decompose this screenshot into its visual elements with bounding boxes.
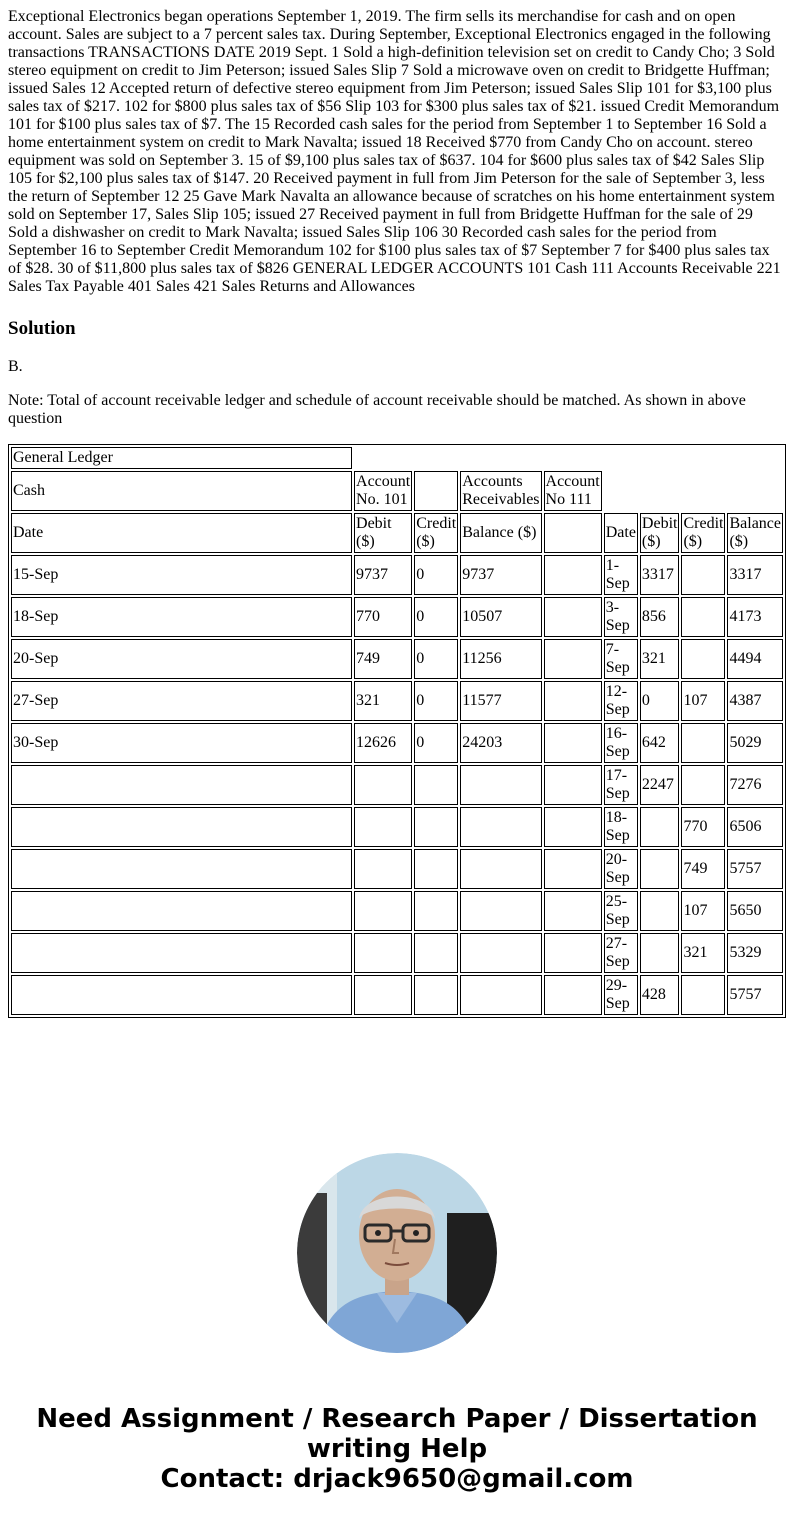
cash-balance (460, 807, 541, 847)
spacer-cell (544, 975, 602, 1015)
ar-date: 25-Sep (604, 891, 638, 931)
cash-credit: 0 (414, 723, 458, 763)
table-row (11, 723, 783, 763)
spacer-cell (544, 723, 602, 763)
ar-balance-header: Balance ($) (727, 513, 783, 553)
table-row (11, 849, 783, 889)
cash-date (11, 765, 352, 805)
ar-date: 18-Sep (604, 807, 638, 847)
cash-credit (414, 891, 458, 931)
ar-date: 29-Sep (604, 975, 638, 1015)
ar-date: 1-Sep (604, 555, 638, 595)
cash-date: 18-Sep (11, 597, 352, 637)
cash-balance: 9737 (460, 555, 541, 595)
cash-date (11, 891, 352, 931)
ar-credit: 321 (681, 933, 725, 973)
ar-balance: 4494 (727, 639, 783, 679)
ar-label: Accounts Receivables (460, 471, 541, 511)
spacer-cell (544, 597, 602, 637)
cash-debit (354, 891, 412, 931)
cash-debit: 749 (354, 639, 412, 679)
cash-credit (414, 975, 458, 1015)
cash-balance-header: Balance ($) (460, 513, 541, 553)
cash-account-number: Account No. 101 (354, 471, 412, 511)
cash-credit-header: Credit ($) (414, 513, 458, 553)
ar-credit: 107 (681, 891, 725, 931)
spacer-cell (544, 513, 602, 553)
ar-debit (640, 891, 680, 931)
cash-credit (414, 933, 458, 973)
ar-debit: 321 (640, 639, 680, 679)
cash-debit: 321 (354, 681, 412, 721)
empty-cell (414, 471, 458, 511)
note-text: Note: Total of account receivable ledger and schedule of account receivable should be matched. As shown in above question (8, 392, 746, 427)
ar-date-header: Date (604, 513, 638, 553)
spacer-cell (544, 639, 602, 679)
cash-balance (460, 891, 541, 931)
footer-contact: Contact: drjack9650@gmail.com (160, 1464, 634, 1494)
cash-credit: 0 (414, 555, 458, 595)
ar-debit (640, 933, 680, 973)
cash-balance (460, 933, 541, 973)
ar-date: 17-Sep (604, 765, 638, 805)
general-ledger-table (8, 444, 786, 1018)
ar-debit: 2247 (640, 765, 680, 805)
cash-debit (354, 765, 412, 805)
ar-credit (681, 639, 725, 679)
answer-label: B. (8, 358, 23, 375)
solution-heading: Solution (8, 318, 76, 339)
cash-credit (414, 807, 458, 847)
cash-date: 15-Sep (11, 555, 352, 595)
ar-date: 3-Sep (604, 597, 638, 637)
cash-balance: 11577 (460, 681, 541, 721)
cash-balance: 11256 (460, 639, 541, 679)
cash-balance (460, 765, 541, 805)
spacer-cell (544, 681, 602, 721)
ar-balance: 5029 (727, 723, 783, 763)
ar-date: 16-Sep (604, 723, 638, 763)
ar-debit: 642 (640, 723, 680, 763)
ar-debit-header: Debit ($) (640, 513, 680, 553)
cash-credit: 0 (414, 597, 458, 637)
ar-credit: 770 (681, 807, 725, 847)
table-row (11, 597, 783, 637)
footer-banner (0, 1404, 794, 1494)
cash-debit: 12626 (354, 723, 412, 763)
ar-date: 27-Sep (604, 933, 638, 973)
ar-debit (640, 807, 680, 847)
ledger-title: General Ledger (11, 447, 352, 469)
ar-credit-header: Credit ($) (681, 513, 725, 553)
cash-balance: 24203 (460, 723, 541, 763)
ar-date: 12-Sep (604, 681, 638, 721)
ar-debit (640, 849, 680, 889)
cash-date-header: Date (11, 513, 352, 553)
question-text: Exceptional Electronics began operations September 1, 2019. The firm sells its merchandise for cash and on open account. Sales are subject to a 7 percent sales tax. During September, Exceptional Electronics engaged in the following transactions TRANSACTIONS DATE 2019 Sept. 1 Sold a high-definition television set on credit to Candy Cho; 3 Sold stereo equipment on credit to Jim Peterson; issued Sales Slip 7 Sold a microwave oven on credit to Bridgette Huffman; issued Sales 12 Accepted return of defective stereo equipment from Jim Peterson; issued Sales Slip 101 for $3,100 plus sales tax of $217. 102 for $800 plus sales tax of $56 Slip 103 for $300 plus sales tax of $21. issued Credit Memorandum 101 for $100 plus sales tax of $7. The 15 Recorded cash sales for the period from September 1 to September 16 Sold a home entertainment system on credit to Mark Navalta; issued 18 Received $770 from Candy Cho on account. stereo equipment was sold on September 3. 15 of $9,100 plus sales tax of $637. 104 for $600 plus sales tax of $42 Sales Slip 105 for $2,100 plus sales tax of $147. 20 Received payment in full from Jim Peterson for the sale of September 3, less the return of September 12 25 Gave Mark Navalta an allowance because of scratches on his home entertainment system sold on September 17, Sales Slip 105; issued 27 Received payment in full from Bridgette Huffman for the sale of 29 Sold a dishwasher on credit to Mark Navalta; issued Sales Slip 106 30 Recorded cash sales for the period from September 16 to September Credit Memorandum 102 for $100 plus sales tax of $7 September 7 for $400 plus sales tax of $28. 30 of $11,800 plus sales tax of $826 GENERAL LEDGER ACCOUNTS 101 Cash 111 Accounts Receivable 221 Sales Tax Payable 401 Sales 421 Sales Returns and Allowances (8, 8, 781, 295)
ar-credit (681, 975, 725, 1015)
footer-line-2: writing Help (306, 1434, 488, 1464)
cash-credit: 0 (414, 681, 458, 721)
table-row (11, 933, 783, 973)
ar-date: 7-Sep (604, 639, 638, 679)
ar-balance: 5650 (727, 891, 783, 931)
cash-debit (354, 933, 412, 973)
ar-date: 20-Sep (604, 849, 638, 889)
spacer-cell (544, 849, 602, 889)
ar-debit: 428 (640, 975, 680, 1015)
cash-debit: 770 (354, 597, 412, 637)
ar-debit: 856 (640, 597, 680, 637)
ar-credit (681, 597, 725, 637)
ar-credit: 107 (681, 681, 725, 721)
cash-balance: 10507 (460, 597, 541, 637)
ar-account-number: Account No 111 (544, 471, 602, 511)
cash-balance (460, 849, 541, 889)
ar-balance: 4173 (727, 597, 783, 637)
ar-credit (681, 723, 725, 763)
table-row (11, 807, 783, 847)
cash-debit (354, 975, 412, 1015)
spacer-cell (544, 891, 602, 931)
cash-date (11, 807, 352, 847)
cash-balance (460, 975, 541, 1015)
footer-line-1: Need Assignment / Research Paper / Dissertation (36, 1404, 758, 1434)
table-row (11, 765, 783, 805)
spacer-cell (544, 807, 602, 847)
cash-date: 27-Sep (11, 681, 352, 721)
spacer-cell (544, 933, 602, 973)
ar-balance: 5757 (727, 849, 783, 889)
ar-balance: 5757 (727, 975, 783, 1015)
ar-balance: 5329 (727, 933, 783, 973)
table-row (11, 639, 783, 679)
table-row (11, 681, 783, 721)
ar-debit: 3317 (640, 555, 680, 595)
cash-debit: 9737 (354, 555, 412, 595)
cash-date: 20-Sep (11, 639, 352, 679)
ar-credit (681, 555, 725, 595)
table-row (11, 555, 783, 595)
author-photo (297, 1153, 497, 1353)
avatar (297, 1153, 497, 1353)
cash-date (11, 975, 352, 1015)
cash-debit (354, 849, 412, 889)
cash-debit-header: Debit ($) (354, 513, 412, 553)
ar-credit (681, 765, 725, 805)
ar-balance: 4387 (727, 681, 783, 721)
cash-date (11, 933, 352, 973)
ar-debit: 0 (640, 681, 680, 721)
ar-balance: 6506 (727, 807, 783, 847)
table-row (11, 975, 783, 1015)
cash-credit (414, 849, 458, 889)
cash-date: 30-Sep (11, 723, 352, 763)
table-row (11, 891, 783, 931)
cash-credit (414, 765, 458, 805)
cash-date (11, 849, 352, 889)
cash-debit (354, 807, 412, 847)
ar-credit: 749 (681, 849, 725, 889)
cash-credit: 0 (414, 639, 458, 679)
spacer-cell (544, 555, 602, 595)
spacer-cell (544, 765, 602, 805)
ar-balance: 3317 (727, 555, 783, 595)
cash-label: Cash (11, 471, 352, 511)
ar-balance: 7276 (727, 765, 783, 805)
